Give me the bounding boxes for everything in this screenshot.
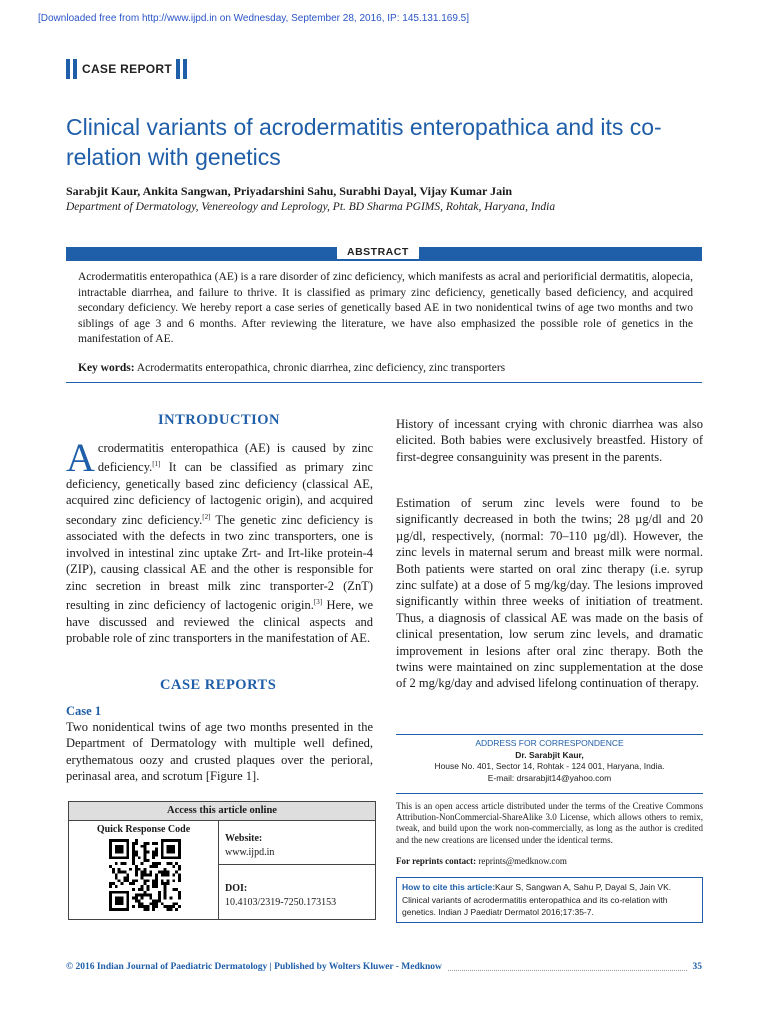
accent-bar [176,59,180,79]
website-label: Website: [225,833,263,844]
correspondence-address: House No. 401, Sector 14, Rohtak - 124 001, Haryana, India. [434,761,665,771]
abstract-heading: ABSTRACT [337,245,419,259]
citation-box [396,877,703,923]
cite-label: How to cite this article: [402,882,496,892]
accent-bar [66,59,70,79]
correspondence-name: Dr. Sarabjit Kaur, [515,749,584,760]
case1-text: Two nonidentical twins of age two months presented in the Department of Dermatology with multiple well defined, erythematous oozy and crusted plaques over the perioral, perinasal area, and scrotum [Figure 1]. [66,720,373,784]
reprints-line [396,856,567,866]
citation-ref[interactable]: [3] [313,597,323,606]
accent-bar [73,59,77,79]
correspondence-block [396,738,703,784]
download-notice: [Downloaded free from http://www.ijpd.in on Wednesday, September 28, 2016, IP: 145.131.169.5] [38,13,470,24]
page-number: 35 [692,962,702,972]
keywords-text: Acrodermatits enteropathica, chronic diarrhea, zinc deficiency, zinc transporters [136,362,506,374]
correspondence-bottom-rule [396,793,703,794]
access-heading: Access this article online [69,802,375,821]
case1-heading: Case 1 [66,704,102,718]
qr-cell [69,821,219,919]
open-access-notice: This is an open access article distributed under the terms of the Creative Commons Attribution-NonCommercial-ShareAlike 3.0 License, which allows others to remix, tweak, and build upon the work non-commercially, as long as the author is credited and the new creations are licensed under the identical terms. [396,801,703,845]
correspondence-email[interactable]: E-mail: drsarabjit14@yahoo.com [487,772,612,783]
keywords [78,362,505,374]
page-footer [66,962,702,972]
qr-code-icon[interactable] [109,839,181,911]
reprints-email[interactable]: reprints@medknow.com [478,856,567,866]
author-list: Sarabjit Kaur, Ankita Sangwan, Priyadarshini Sahu, Surabhi Dayal, Vijay Kumar Jain [66,184,513,198]
affiliation: Department of Dermatology, Venereology and Leprology, Pt. BD Sharma PGIMS, Rohtak, Haryana, India [66,201,556,213]
accent-bar [183,59,187,79]
article-title: Clinical variants of acrodermatitis enteropathica and its co-relation with genetics [66,114,662,170]
cite-text: Kaur S, Sangwan A, Sahu P, Dayal S, Jain VK. Clinical variants of acrodermatitis enteropathica and its co-relation with genetics. Indian J Paediatr Dermatol 2016;17:35-7. [402,882,672,917]
citation-ref[interactable]: [2] [202,512,211,521]
abstract-text: Acrodermatitis enteropathica (AE) is a rare disorder of zinc deficiency, which manifests as acral and periorificial dermatitis, alopecia, intractable diarrhea, and failure to thrive. It is classified as primary zinc deficiency, genetically based deficiency, and acquired secondary deficiency. We hereby report a case series of genetically based AE in two nonidentical twins of age two months and two siblings of age 3 and 6 months. After reviewing the literature, we have also emphasized the possible role of genetics in the manifestation of AE. [78,271,693,345]
right-paragraph-1: History of incessant crying with chronic diarrhea was also elicited. Both babies were exclusively breastfed. History of first-degree consanguinity was present in the parents. [396,417,703,464]
correspondence-title: ADDRESS FOR CORRESPONDENCE [475,738,624,748]
doi-value[interactable]: 10.4103/2319-7250.173153 [225,897,337,908]
doi-label: DOI: [225,883,248,894]
introduction-text: Acrodermatitis enteropathica (AE) is caused by zinc deficiency.[1] It can be classified as primary zinc deficiency, genetically based zinc deficiency (classical AE, acquired zinc deficiency of lactogenic origin), and acquired secondary zinc deficiency.[2] The genetic zinc deficiency is associated with the defects in two zinc transporters, one is involved in intestinal zinc uptake Zrt- and Irt-like protein-4 (ZIP), causing classical AE and the other is responsible for zinc secretion in breast milk zinc transporter-2 (ZnT) resulting in zinc deficiency of lactogenic origin.[3] Here, we have discussed and reviewed the clinical aspects and probable role of zinc transporters in the manifestation of AE. [66,435,373,645]
qr-label: Quick Response Code [96,824,191,835]
divider [219,864,375,865]
website-link[interactable]: www.ijpd.in [225,847,275,858]
right-paragraph-2: Estimation of serum zinc levels were found to be significantly decreased in both the twins; 28 µg/dl and 20 µg/dl, respectively, (normal: 70–110 µg/dl). However, the zinc levels in maternal serum and breast milk were normal. Both patients were started on oral zinc therapy (i.e. syrup zinc sulfate) at a dose of 5 mg/kg/day. The lesions improved significantly within three weeks of initiation of treatment. Thus, a diagnosis of classical AE was made on the basis of clinical presentation, low serum zinc levels, and dramatic improvement in lesions after oral zinc therapy. Both the twins were maintained on zinc supplementation at the dose of 2 mg/kg/day and advised lifelong continuation of therapy. [396,496,703,691]
footer-text: © 2016 Indian Journal of Paediatric Dermatology | Published by Wolters Kluwer - Medknow [66,962,442,972]
keywords-label: Key words: [78,362,135,374]
doi-block [225,882,336,910]
introduction-heading: INTRODUCTION [158,412,281,428]
abstract-bottom-rule [66,382,702,383]
citation-ref[interactable]: [1] [152,460,161,469]
access-box [68,801,376,920]
section-label [66,58,190,80]
reprints-label: For reprints contact: [396,856,477,866]
footer-dots [448,964,687,971]
case-reports-heading: CASE REPORTS [160,677,277,693]
drop-cap: A [66,435,95,480]
section-label-text: CASE REPORT [82,62,172,76]
correspondence-top-rule [396,734,703,735]
website-block [225,832,274,860]
